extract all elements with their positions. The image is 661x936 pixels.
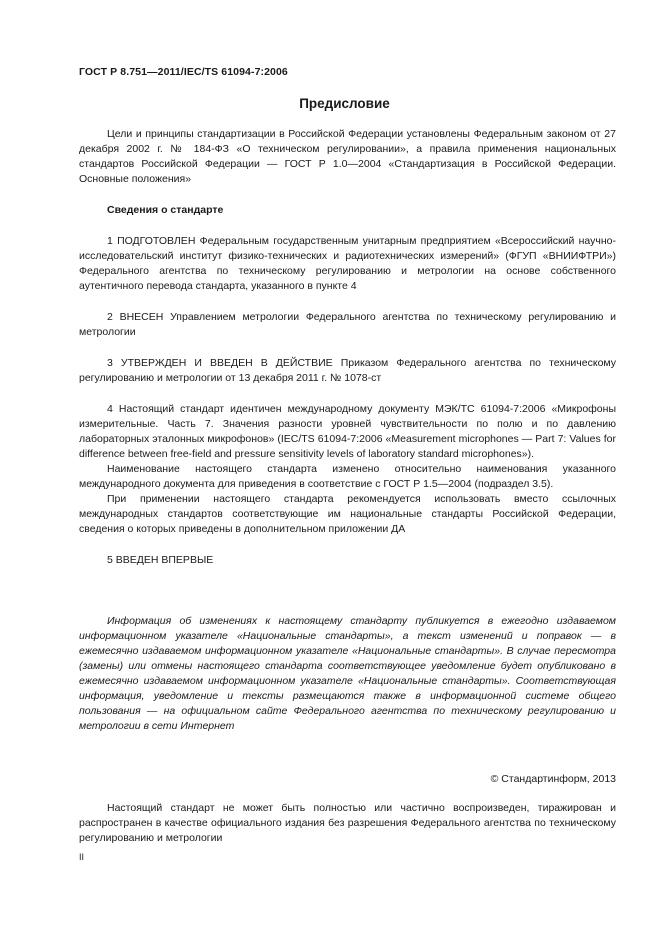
standard-code-header: ГОСТ Р 8.751—2011/IEC/TS 61094-7:2006 xyxy=(79,66,288,78)
reproduction-notice-text: Настоящий стандарт не может быть полностью или частично воспроизведен, тиражирован и распространен в качестве официального издания без разрешения Федерального агентства по техническому регулированию и метрологии xyxy=(79,802,616,844)
preface-body xyxy=(79,127,616,734)
page-number: II xyxy=(79,852,85,862)
standard-info-heading: Сведения о стандарте xyxy=(107,204,224,216)
item-3-paragraph: 3 УТВЕРЖДЕН И ВВЕДЕН В ДЕЙСТВИЕ Приказом Федерального агентства по техническому регулированию и метрологии от 13 декабря 2011 г. № 1078-ст xyxy=(79,357,616,384)
item-5-paragraph: 5 ВВЕДЕН ВПЕРВЫЕ xyxy=(107,554,214,566)
item-4-name-change-paragraph: Наименование настоящего стандарта изменено относительно наименования указанного международного документа для приведения в соответствие с ГОСТ Р 1.5—2004 (подраздел 3.5). xyxy=(79,463,616,490)
page-title: Предисловие xyxy=(299,96,390,111)
intro-paragraph: Цели и принципы стандартизации в Российской Федерации установлены Федеральным законом от 27 декабря 2002 г. № 184-ФЗ «О техническом регулировании», а правила применения национальных стандартов Российской Федерации — ГОСТ Р 1.0—2004 «Стандартизация в Российской Федерации. Основные положения» xyxy=(79,128,616,185)
item-1-paragraph: 1 ПОДГОТОВЛЕН Федеральным государственным унитарным предприятием «Всероссийский научно-исследовательский институт физико-технических и радиотехнических измерений» (ФГУП «ВНИИФТРИ») Федерального агентства по техническому регулированию и метрологии на основе собственного аутентичного перевода стандарта, указанного в пункте 4 xyxy=(79,235,616,292)
reproduction-notice xyxy=(79,801,616,846)
item-4-references-paragraph: При применении настоящего стандарта рекомендуется использовать вместо ссылочных международных стандартов соответствующие им национальные стандарты Российской Федерации, сведения о которых приведены в дополнительном приложении ДА xyxy=(79,493,616,535)
changes-info-paragraph: Информация об изменениях к настоящему стандарту публикуется в ежегодно издаваемом информационном указателе «Национальные стандарты», а текст изменений и поправок — в ежемесячно издаваемом информационном указателе «Национальные стандарты». В случае пересмотра (замены) или отмены настоящего стандарта соответствующее уведомление будет опубликовано в ежемесячно издаваемом информационном указателе «Национальные стандарты». Соответствующая информация, уведомление и тексты размещаются также в информационной системе общего пользования — на официальном сайте Федерального агентства по техническому регулированию и метрологии в сети Интернет xyxy=(79,615,616,732)
copyright-line: © Стандартинформ, 2013 xyxy=(490,773,616,785)
item-4-paragraph: 4 Настоящий стандарт идентичен международному документу МЭК/ТС 61094-7:2006 «Микрофоны измерительные. Часть 7. Значения разности уровней чувствительности по полю и по давлению лабораторных эталонных микрофонов» (IEC/TS 61094-7:2006 «Measurement microphones — Part 7: Values for difference between free-field and pressure sensitivity levels of laboratory standard microphones»). xyxy=(79,403,616,460)
item-2-paragraph: 2 ВНЕСЕН Управлением метрологии Федерального агентства по техническому регулированию и метрологии xyxy=(79,311,616,338)
